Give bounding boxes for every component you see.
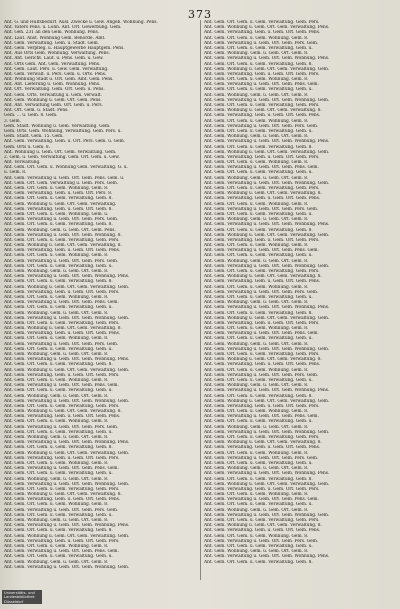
text-line: Ant. Gem. Verwaltung u. Gem. Ort. Gem. Pens. Gem.: [204, 497, 319, 503]
text-line: Ant. Gem. Verwaltung u. Gem. Ort. Gem. Wohnung. Gem.: [4, 315, 130, 321]
text-line: Ant. Gem. Ort. Gem. u. Gem. Verwaltung. Gem. 8.: [204, 393, 313, 399]
text-line: Ant. Ant. Lieferung u. Gem. Wohnung. Pens.: [4, 82, 101, 88]
text-line: Ant. Gem. Verwaltung u. Gem. Ort. Gem. Pens. Gem.: [204, 165, 319, 171]
text-line: Ant. Gem. Ort. Gem. u. Gem. Verwaltung. Gem. 8.: [204, 559, 313, 565]
text-line: u. Gem. 8.: [4, 170, 27, 176]
text-line: Ant. Gem. Wohnung u. Gem. Ort. Gem. Verwaltung. 8.: [4, 243, 122, 249]
text-line: Ant. Gem. Ort. Gem. u. Gem. Wohnung. Gem. 8.: [4, 336, 109, 342]
text-line: Ant. Gem. Verwaltung u. Gem. Ort. Gem. Pers. Gem.: [204, 455, 319, 461]
text-line: Ant. Gem. Verwaltung u. Gem. Ort. Gem. Pens. Gem.: [204, 248, 319, 254]
text-line: Ant. Gem. Ort. Gem. u. Gem. Verwaltung. Gem. Pers.: [204, 435, 320, 440]
text-line: Ant. Gem. Wohnung u. Gem. Ort. Gem. Verwaltung. Gem.: [204, 315, 330, 321]
text-line: Ant. Gem. Ort. Gem. u. Gem. Wohnung. Gem. 8.: [204, 243, 309, 249]
text-line: Ant. Gem. Ort. Gem. u. Gem. Verwaltung. Gem. Pers.: [4, 486, 120, 492]
text-line: Ant. Gem. Verwaltung u. Gem. Ort. Gem. Wohnung. Gem.: [204, 512, 330, 518]
text-line: Ant. Gem. Ort. Gem. u. Gem. Wohnung. Gem. 8.: [4, 253, 109, 259]
text-line: Ant. Gem. Verwaltung. Gem. u. Gem. Ort. Gem. Pens.: [204, 362, 321, 368]
right-column: [204, 20, 396, 565]
text-line: Ant. Gem. Verwaltung u. Gem. Ort. Gem. Wohnung. Pens.: [4, 274, 130, 280]
text-line: Ant. Gem. Wohnung u. Gem. Ort. Gem. Verwaltung. Gem.: [204, 66, 330, 72]
text-line: Ant. Gem. Wohnung u. Gem. Ort. Gem. Verwaltung. Gem.: [4, 533, 130, 539]
logo-line-1: Universitäts- und: [4, 591, 35, 595]
text-line: Ant. Laut. Anst. Wohnung Gem. Behörde. Amt.: [4, 35, 106, 41]
text-line: Ant. Gem. Ort. Gem. u. Gem. Verwaltung. Gem. u.: [204, 211, 313, 217]
text-line: Ant. Gem. Verwaltung u. Gem. Ort. Gem. Pers. Gem.: [204, 40, 319, 46]
text-line: Ant. Gem. Ort. Gem. u. Gem. Wohnung. Gem. 8.: [204, 492, 309, 498]
text-line: Ant. Gem. Ort. Gem. u. Gem. Verwaltung. Gem. 8.: [4, 445, 113, 451]
text-line: Ant. Gem. Ort. Gem. u. Gem. Wohnung. Gem. 8.: [204, 160, 309, 166]
text-line: Ant. Gem. Wohnung. Gem. u. Gem. Ort. Gem. 8.: [4, 310, 109, 316]
text-line: Ant. Gem. Ort. Gem. u. Gem. Wohnung. Gem. 8.: [4, 460, 109, 466]
text-line: Ant. Gem. Verwaltung. Gem. u. Ort. Pers. Gem. u. Gem.: [4, 139, 126, 145]
text-line: Ant. Gem. Wohnung u. Gem. Ort. Gem. Verwaltung. Pens.: [204, 25, 330, 31]
text-line: Ant. Gem. Verwaltung u. Gem. Ort. Gem. Pers. Gem.: [4, 258, 119, 264]
text-line: Ant. Gem. Ort. Gem. u. Gem. Verwaltung. Gem. u.: [4, 305, 113, 311]
text-line: Ant. Gem. Ort. Gem. u. Gem. Verwaltung. Gem. u.: [204, 543, 313, 549]
library-logo: [2, 590, 42, 604]
text-line: Ant. Gem. Verwaltung u. Gem. Ort. Gem. Pers. Gem.: [4, 217, 119, 223]
text-line: Ant. Gem. Verwaltung. Gem. u. Gem. Ort. Gem. Pers.: [204, 320, 320, 326]
text-line: Ant. Gem. Wohnung u. Gem. Ort. Gem. Verwaltung.: [4, 201, 117, 207]
text-line: Ant. Gem. Wohnung. Gem. u. Gem. Ort. Gem. 8.: [4, 476, 109, 482]
text-line: Ant. Gem. Verwaltung u. Gem. Ort. Gem. Pens. Gem. u.: [4, 175, 125, 181]
text-line: Ant. Gem. Ort. Gem. u. Gem. Verwaltung. Gem. u.: [4, 263, 113, 269]
text-line: Ant. Gem. Ort. Gem. u. Gem. Verwaltung. Gem. u.: [4, 346, 113, 352]
text-line: 3. Gem.: [4, 118, 21, 124]
text-line: Ant. Gem. Wohnung. Gem. u. Gem. Ort. Gem. 8.: [204, 258, 309, 264]
text-line: Gem. Orts. Gem. Wohnung, Verwaltung. Gem. Pers. u.: [4, 128, 122, 134]
text-line: Ant. Gem. Ort. Gem. u. Gem. Wohnung. Gem. 8.: [204, 326, 309, 332]
text-line: Ant. Gem. Verwaltung u. Gem. Ort. Gem. Pens. Gem.: [4, 549, 119, 555]
text-line: Ant. Gem. Verwaltung u. Gem. Ort. Gem. Wohnung. Gem.: [204, 97, 330, 103]
text-line: Ant. Gem. Ort. Gem. u. Gem. Verwaltung. Gem. Pers.: [204, 20, 320, 25]
text-line: Ant. Gem. Verwaltung. Gem. u. Gem. Ort. Gem. Pens.: [204, 30, 321, 36]
text-line: Ant. Aus Orts Gem. Wohnung. Verwaltung. Pens.: [4, 51, 110, 57]
text-line: Ant. Gem. Verwaltung u. Gem. Ort. Gem. Wohnung. Pens.: [204, 388, 330, 394]
text-line: Ant. Wohnung u. Gem. Ort. Gem. Verwaltung. Gem.: [4, 149, 117, 155]
text-line: Ant. Gem. Verwaltung. Gem. u. Gem. Ort. Gem. Pens.: [4, 248, 121, 254]
page-number: 373: [188, 8, 212, 21]
text-line: Ant. G. und Hülfsbedürf. Ausl. Zwecke u. Gew. Angeb. Wohnung. Pens.: [4, 20, 158, 25]
text-line: Ant. Verwaltung.: [4, 160, 41, 166]
text-line: Ant. Gem. Verwaltung u. Gem. Ort. Gem. Pens. Gem.: [4, 466, 119, 472]
text-line: Ant. Gem. Verwaltung. Gem. u. Stadt. Gem.: [4, 40, 99, 46]
text-line: Ant. Gem. Ort. Gem. u. Gem. Wohnung. Gem. 8.: [204, 409, 309, 415]
text-line: Ant. Gem. Wohnung u. Gem. Ort. Gem. Verwaltung. Gem.: [204, 149, 330, 155]
text-line: Ant. Gem. Verwaltung u. Gem. Ort. Gem. Wohnung. Pens.: [204, 222, 330, 228]
text-line: Ant. Geh. 231 an den Gem. Wohnung. Pens.: [4, 30, 100, 36]
text-line: Ant. Gem. Verwaltung u. Gem. Ort. Gem. Pers. Gem.: [4, 341, 119, 347]
text-line: Ant. Gem. Verwaltung u. Gem. Ort. Gem. Wohnung. Gem.: [204, 346, 330, 352]
text-line: Ant. Gem. Wohnung u. Gem. Ort. Gem. Verwaltung. 8.: [204, 191, 322, 197]
text-line: Ant. Gem. Wohnung. Gem. u. Gem. Ort. Gem. 8.: [204, 424, 309, 430]
text-line: Ant. Gem. Wohnung. Gem. u. Gem. Ort. Gem. 8.: [204, 549, 309, 555]
text-line: Ant. Gem. Ort. Gem. u. Gem. Wohnung. Gem. 8.: [4, 502, 109, 508]
text-line: Ant. Gem. Verwaltung. Gem. u. Gem. Ort. Gem. Pens.: [204, 528, 321, 534]
text-line: Ant. Gem. Ort. Gem. u. Gem. Verwaltung. Gem. Pers.: [204, 518, 320, 523]
text-line: Ant. Gem. Verwaltung u. Gem. Ort. Gem. Wohnung. Pens.: [204, 554, 330, 560]
logo-line-3: Düsseldorf: [4, 599, 24, 604]
text-line: Ant. Gem. Wohnung. Gem. u. Gem. Ort. Gem. 8.: [4, 435, 109, 440]
text-line: Ant. Gem. Verwalt. u. Pers. Gem. u. Orts. Pens.: [4, 71, 107, 77]
text-line: Ant. Gem. Verwaltung u. Gem. Ort. Gem. Pers. Gem.: [204, 206, 319, 212]
text-line: Ant. Gem. Ort. Gem. u. Gem. Verwaltung. Gem. Pers.: [4, 403, 120, 409]
text-line: Ant. Gem. Ort. Gem. Verwaltung u. Gem. Pers. Gem.: [4, 180, 119, 186]
text-line: Ant. Gem. Wohnung. Gem. u. Gem. Ort. Gem. 8.: [204, 341, 309, 347]
text-line: Ant. Gem. Wohnung. Gem. u. Gem. Ort. Gem. 8.: [4, 393, 109, 399]
text-line: Ant. Gem. Ort. Gem. u. Gem. Verwaltung. Gem. u.: [204, 377, 313, 383]
text-line: Ant. Gem. Wohnung u. Gem. Ort. Gem. Pens.: [4, 97, 102, 103]
text-line: Gem. Stadt. Gem. 15. Gem.: [4, 134, 64, 140]
text-line: Ant. Gem. Verwaltung. Gem. u. Gem. Ort. Gem. Pers.: [204, 154, 320, 160]
text-line: Ant. Gem. Wohnung. Gem. u. Gem. Ort. Gem. 8.: [204, 92, 309, 98]
text-line: Ant. Gem. Ort. Gem. u. Gem. Wohnung. Gem. 8.: [4, 186, 109, 191]
text-line: Ant. Gem. Wohnung. Gem. u. Gem. Ort. Gem. 8.: [4, 518, 109, 523]
text-line: Ant. Gem. Wohnung u. Gem. Ort. Gem. Verwaltung. 8.: [204, 523, 322, 529]
text-line: Ant. Gem. Verwaltung u. Gem. Ort. Gem. Wohnung. Gem.: [4, 564, 130, 570]
text-line: Ant. Gem. Ort. Gem. u. Gem. Verwaltung. Gem. Pers.: [204, 269, 320, 274]
text-line: Ant. Gem. Verwaltung. Gem. u. Gem. Ort. Gem. Pens.: [4, 414, 121, 420]
text-line: Ant. Gem. Ort. Gem. u. Gem. Verwaltung. Gem. 8.: [4, 279, 113, 285]
text-line: Gem. ... u. Gem. 8. Gem.: [4, 113, 58, 119]
text-line: Ant. Gem. Verwaltung. Gem. u. Gem. Ort. Gem. Pers.: [204, 403, 320, 409]
text-line: Ant. Gem. Verwaltung u. Gem. Ort. Gem. Pers. Gem.: [204, 289, 319, 295]
text-line: Ant. Gem. Ort. Gem. u. Gem. Wohnung. Gem. 8.: [4, 419, 109, 425]
logo-line-2: Landesbibliothek: [4, 595, 35, 600]
text-line: Ant. Gem. Wohnung. Gem. u. Gem. Ort. Gem. 8.: [4, 559, 109, 565]
text-line: Ant. Gem. Wohnung. Gem. u. Gem. Ort. Gem. Pens.: [4, 227, 116, 233]
text-line: Ant. Gem. Ort. Gem. u. Gem. Verwaltung. Gem. 8.: [204, 227, 313, 233]
text-line: Ant. Gem. Wohnung. Gem. u. Gem. Ort. Gem. 8.: [204, 175, 309, 181]
column-divider: [200, 20, 201, 580]
text-line: Ant. Wohnung Stadt u. Ort. Gem. Amt. Gem. Pens.: [4, 77, 114, 83]
text-line: Ant. Gem. Wohnung. Gem. u. Gem. Ort. Gem. 8.: [204, 383, 309, 389]
text-line: Ant. Orts Gem. Ant. Gem. Verwaltung. Pens.: [4, 61, 101, 67]
text-line: Ant. Gem. Verwaltung. Gem. u. Gem. Ort. Gem. Pens.: [204, 113, 321, 119]
text-line: Ant. Gem. Verwaltung u. Gem. Ort. Gem. Wohnung. 8.: [4, 232, 122, 238]
text-line: Ant. Gem. Verwaltung. Gem. u. Gem. Ort. Gem. Pers.: [4, 538, 120, 544]
text-line: Ant. Gem. Ort. Gem. u. Gem. Verwaltung. Gem. u.: [204, 170, 313, 176]
text-line: Ant. Gem. Ort. Gem. u. Gem. Wohnung. Gem. 8.: [204, 450, 309, 456]
text-line: Gem. Stadt. Wohnung u. Gem. Verwaltung. Gem.: [4, 123, 111, 129]
text-line: Ant. Ant. Gericht. Laut. u. Pens. Gem. u. Gew.: [4, 56, 104, 62]
text-line: Ant. Gem. Ort. Gem. u. Gem. Wohnung. Gem. 8.: [204, 77, 309, 83]
text-line: Ant. Gem. Wohnung. Gem. u. Gem. Ort. Gem. 8.: [204, 507, 309, 513]
text-line: Ant. Gem. Ort. Gem. u. Gem. Verwaltung. Gem. 8.: [204, 144, 313, 150]
text-line: Ant. Gem. Verwaltung u. Gem. Ort. Gem. Pens. Gem.: [4, 383, 119, 389]
text-line: Ant. Gem. Verwaltung. Gem. u. Gem. Ort. Gem. Pers.: [4, 455, 120, 461]
text-line: Ant. Gem. Wohnung. Gem. u. Gem. Ort. Gem. 8.: [204, 51, 309, 57]
text-line: Ant. Gem. Ort. Gem. u. Gem. Verwaltung. Gem. u.: [204, 87, 313, 93]
text-line: Ant. Gem. Verwaltung u. Gem. Ort. Gem. Pens. Gem.: [204, 331, 319, 337]
text-line: Ant. Gem. Ort. Gem. u. Gem. Verwaltung. Gem. 8.: [4, 362, 113, 368]
text-line: Ant. Gem. Verwaltung. Gem. u. Gem. Ort. Gem. Pens.: [204, 279, 321, 285]
text-line: Ant. Gem. Ort. Gem. u. Gem. Wohnung. Gem. 8.: [204, 201, 309, 207]
text-line: Ant. Gem. Wohnung. Gem. u. Gem. Ort. Gem. 8.: [4, 352, 109, 357]
text-line: Ant. Gem. Verwaltung u. Gem. Ort. Gem. Wohnung. Pens.: [4, 440, 130, 446]
text-line: Ant. Gem. Ort. Gem. u. Gem. Verwaltung. Gem. 8.: [204, 61, 313, 67]
text-line: Ant. Gem. Ort. Gem. u. Wohnung Gem. Verwaltung. G. u.: [4, 165, 128, 171]
text-line: Ant. Gem. Wohnung u. Gem. Ort. Gem. Verwaltung. 8.: [204, 357, 322, 363]
text-line: Ant. Gem. Wohnung u. Gem. Ort. Gem. Verwaltung. 8.: [4, 326, 122, 332]
text-line: Ant. Gem. Ort. Gem. u. Gem. Wohnung. Gem. 8.: [204, 118, 309, 124]
text-line: Ant. Gem. Ort. Gem. u. Gem. Verwaltung. Gem. u.: [204, 45, 313, 51]
text-line: Ant. Gem. Verwaltung u. Gem. Ort. Gem. Pers. Gem.: [204, 123, 319, 129]
text-line: Ant. Gem. Verwaltung u. Gem. Ort. Gem. Wohnung. Gem.: [204, 429, 330, 435]
text-line: Ant. Gem. Verwaltung u. Gem. Ort. Gem. Pens. Gem.: [204, 82, 319, 88]
text-line: Ant. Gem. Ort. Gem. u. Gem. Verwaltung. Gem. Pers.: [204, 186, 320, 191]
text-line: Ant. Gem. Ort. Gem. u. Gem. Verwaltung. Gem. u.: [4, 429, 113, 435]
text-line: Ant. Gem. Verwaltung u. Gem. Ort. Gem. Wohnung. Pens.: [204, 56, 330, 62]
text-line: Ant. Gem. Ort. Gem. u. Gem. Verwaltung. Gem. Pers.: [204, 352, 320, 357]
text-line: Ant. Gem. Ort. Gem. u. Gem. Wohnung. Gem. 8.: [4, 377, 109, 383]
text-line: Ant. Gem. Verwaltung. Gem. u. Gem. Ort. Gem. 8.: [4, 206, 113, 212]
text-line: Ant. Gem. Wohnung. Gem. u. Gem. Ort. Gem. 8.: [204, 217, 309, 223]
text-line: Ant. Gem. Verwaltung u. Gem. Ort. Gem. Pens. Gem.: [204, 414, 319, 420]
text-line: Ant. Gem. Verwaltung. Gem. u. Gem. Ort. Gem. Pens.: [4, 497, 121, 503]
text-line: Ant. Gem. Ort. Gem. u. Gem. Verwaltung. Gem. u.: [4, 471, 113, 477]
text-line: Ant. Gem. Wohnung u. Gem. Ort. Gem. Verwaltung. 8.: [204, 274, 322, 280]
text-line: Ant. Gem. Ort. Gem. u. Gem. Verwaltung. Gem. Pers.: [4, 237, 120, 243]
text-line: Ant. Gem. Wohnung u. Gem. Ort. Gem. Verwaltung. 8.: [204, 108, 322, 114]
text-line: Ant. Gem. Ort. Gem. u. Gem. Wohnung. Gem. 8.: [204, 367, 309, 373]
text-line: Ant. Gem. Ort. Gem. u. Gem. Wohnung. Gem. 8.: [204, 533, 309, 539]
text-line: Ant. Gem. Wohnung u. Gem. Ort. Gem. Verwaltung. Gem.: [204, 481, 330, 487]
text-line: Ant. Gem. Ort. Gem. u. Gem. Verwaltung. Gem. 8.: [204, 310, 313, 316]
text-line: Ant. Gem. Ort. Gem. u. Gem. Verwaltung. Gem. u.: [4, 512, 113, 518]
text-line: Ant. Gem. Verwaltung. Gem. u. Gem. Ort. Gem. Pers.: [4, 289, 120, 295]
text-line: Ant. Gem. Verpfleg. u. Hauptgewerbe Hauptgem. Pens.: [4, 45, 125, 51]
text-line: Ant. Gem. Verwaltung. Gem. u. Gem. Ort. Gem. Pens.: [204, 445, 321, 451]
text-line: Ant. Gem. Verwaltung u. Gem. Ort. Gem. Wohnung. Gem.: [204, 180, 330, 186]
text-line: Ant. Gem. Ort. Gem. u. Gem. Wohnung. Gem. 8.: [4, 543, 109, 549]
text-line: Ant. Gem. Ort. Gem. u. Gem. Wohnung. Gem. 8.: [4, 294, 109, 300]
text-line: Ant. Gem. Verwaltung u. Gem. Ort. Gem. Pers. Gem.: [204, 538, 319, 544]
text-line: Ant. Gem. Wohnung u. Gem. Ort. Gem. Verwaltung. 8.: [4, 492, 122, 498]
text-line: Ant. Gem. Wohnung u. Gem. Ort. Gem. Verwaltung. 8.: [4, 409, 122, 415]
text-line: Ant. Gem. Wohnung u. Gem. Ort. Gem. Verwaltung. 8.: [204, 440, 322, 446]
text-line: Ant. Gem. Verwaltung. Gem. u. Gem. Ort. Pers. 8.: [4, 191, 113, 197]
text-line: Ant. Gem. Verwaltung u. Gem. Ort. Gem. Pers. Gem.: [4, 424, 119, 430]
text-line: Gem. Orts u. Gem. 8.: [4, 144, 51, 150]
text-line: Ant. Ant. Verwaltung Gem. Ort. Gem. u. Pers.: [4, 103, 103, 108]
text-line: Ant. Gem. Wohnung. Gem. u. Gem. Ort. Gem. 8.: [204, 134, 309, 140]
text-line: Ant. Gem. Verwaltung u. Gem. Ort. Gem. Pens. Gem.: [4, 300, 119, 306]
text-line: Ant. Vaters Pens. u. Lohn. Ant. Ort. Gewerbung. Gem.: [4, 25, 122, 31]
text-line: Ant. Gem. Ort. Gem. u. Gem. Verwaltung. Gem. u.: [204, 294, 313, 300]
text-line: Ant. Gem. Ort. Gem. u. Gem. Wohnung. Gem. 8.: [204, 284, 309, 290]
text-line: Ant. Gem. Ort. Gem. u. Gem. Verwaltung. Gem. u.: [204, 460, 313, 466]
text-line: Ant. Ort. Gem. u. Stadt. Pens.: [4, 108, 69, 114]
text-line: Ant. Gem. Wohnung u. Gem. Ort. Gem. Verwaltung. Gem.: [4, 450, 130, 456]
text-line: Ant. Gem. Ort. Gem. u. Gem. Wohnung. Gem. 8.: [204, 35, 309, 41]
text-line: Ant. Gem. Verwaltung u. Gem. Ort. Gem. Wohnung. Gem.: [4, 398, 130, 404]
text-line: Ant. Gem. Verwaltung u. Gem. Ort. Gem. Wohnung. Gem.: [4, 481, 130, 487]
text-line: Ant. Gem. Ort. Gem. u. Gem. Verwaltung. Gem. u.: [204, 419, 313, 425]
text-line: Ant. Gem. Wohnung. Gem. u. Gem. Ort. Gem. 8.: [204, 300, 309, 306]
text-line: Ant. Gem. Verwaltung u. Gem. Ort. Gem. Wohnung. Pens.: [204, 305, 330, 311]
text-line: Ant. Gem. Ort. Gem. u. Gem. Verwaltung. Gem. u.: [204, 128, 313, 134]
text-line: Ant. Gem. Laut. Pers. u. Gew. Gem. Verwaltung.: [4, 66, 109, 72]
text-line: Ant. Gem. Ort. Gem. u. Gem. Verwaltung. Gem. u.: [204, 336, 313, 342]
left-column: [4, 20, 196, 570]
text-line: Ant. Gem. Wohnung u. Gem. Ort. Gem. Verwaltung. Gem.: [204, 232, 330, 238]
text-line: Ant. Gem. Ort. Gem. u. Gem. Verwaltung. Gem. u.: [4, 554, 113, 560]
text-line: Ant. Gem. Ort. Gem. u. Gem. Verwaltung. Gem. 8.: [204, 476, 313, 482]
text-line: Ant. Gem. Verwaltung u. Gem. Ort. Gem. Pers. Gem.: [204, 372, 319, 378]
text-line: Ant. Gem. Verwaltung. Gem. u. Gem. Ort. Gem. Pers.: [204, 71, 320, 77]
text-line: Ant. Ort. Verwaltung. Gem. Ort. Gem. u. Pens.: [4, 87, 105, 93]
text-line: Ant. Gem. Verwaltung u. Gem. Ort. Gem. Pers. Gem.: [4, 507, 119, 513]
text-line: Ant. Gem. Verwaltung u. Gem. Ort. Gem. Wohnung. Pens.: [204, 139, 330, 145]
text-line: Ant. Gem. Verwaltung u. Gem. Ort. Gem. Wohnung. Pens.: [4, 523, 130, 529]
text-line: Ant. Gem. Wohnung u. Gem. Ort. Gem. Verwaltung. Gem.: [204, 398, 330, 404]
text-line: Ant. Gem. Wohnung u. Gem. Ort. Gem. Verwaltung. Gem.: [4, 284, 130, 290]
text-line: Ant. Gem. Verwaltung. Gem. u. Gem. Ort. Gem. Pens.: [204, 196, 321, 202]
text-line: Ant. Gem. Wohnung. Gem. u. Gem. Ort. Gem. 8.: [204, 466, 309, 472]
text-line: Ant. Gem. Ort. Gem. u. Gem. Verwaltung. Gem. u.: [204, 502, 313, 508]
text-line: Ant. Gem. Verwaltung u. Gem. Ort. Gem. Wohnung. Gem.: [204, 263, 330, 269]
text-line: Ant. Gem. Verwaltung. Gem. u. Gem. Ort. Gem. Pens.: [4, 331, 121, 337]
text-line: Ant. Gem. Verwaltung. Gem. u. Gem. Ort. Gem. Pers.: [204, 486, 320, 492]
text-line: Ant. Gem. Ort. Gem. u. Gem. Verwaltung. Gem. Pers.: [4, 320, 120, 326]
text-line: Ant. Gem. Ort. Gem. u. Gem. Verwaltung. Gem. Pers.: [204, 103, 320, 108]
text-line: Ant. Gem. Wohnung. Gem. u. Gem. Ort. Gem. 8.: [4, 269, 109, 274]
text-line: Ant. Gem. Ort. Gem. u. Gem. Verwaltung. Gem. u.: [204, 253, 313, 259]
text-line: Ant. Gem. Wohnung u. Gem. Ort. Gem. Verwaltung. Gem.: [4, 367, 130, 373]
text-line: Ant. Gem. Ort. Gem. u. Gem. Wohnung. Gem. u.: [4, 211, 109, 217]
text-line: Ant. Gem. Verwaltung. Gem. u. Gem. Ort. Gem. Pers.: [204, 237, 320, 243]
text-line: Ant. Gem. Verwaltung u. Gem. Ort. Gem. Wohnung. Pens.: [204, 471, 330, 477]
text-line: Ant. Gem. Verwaltung u. Gem. Ort. Gem. Wohnung. Pens.: [4, 357, 130, 363]
text-line: Ant. Gem. Verwaltung. Gem. u. Gem. Ort. Gem. Pers.: [4, 372, 120, 378]
text-line: 2. Gem. u. Gem. Verwaltung. Gem. Ort. Gem. u. Gew.: [4, 154, 120, 160]
text-line: Ant. Gem. Orts. Verwaltung u. Gem. Verwalt.: [4, 92, 102, 98]
text-line: Ant. Gem. Ort. Gem. u. Gem. Verwaltung. Gem. 8.: [4, 222, 113, 228]
text-line: Ant. Gem. Ort. Gem. u. Gem. Verwaltung. Gem. 8.: [4, 528, 113, 534]
text-line: Ant. Gem. Ort. Gem. u. Gem. Verwaltung. Gem. 8.: [4, 196, 113, 202]
text-line: Ant. Gem. Ort. Gem. u. Gem. Verwaltung. Gem. u.: [4, 388, 113, 394]
